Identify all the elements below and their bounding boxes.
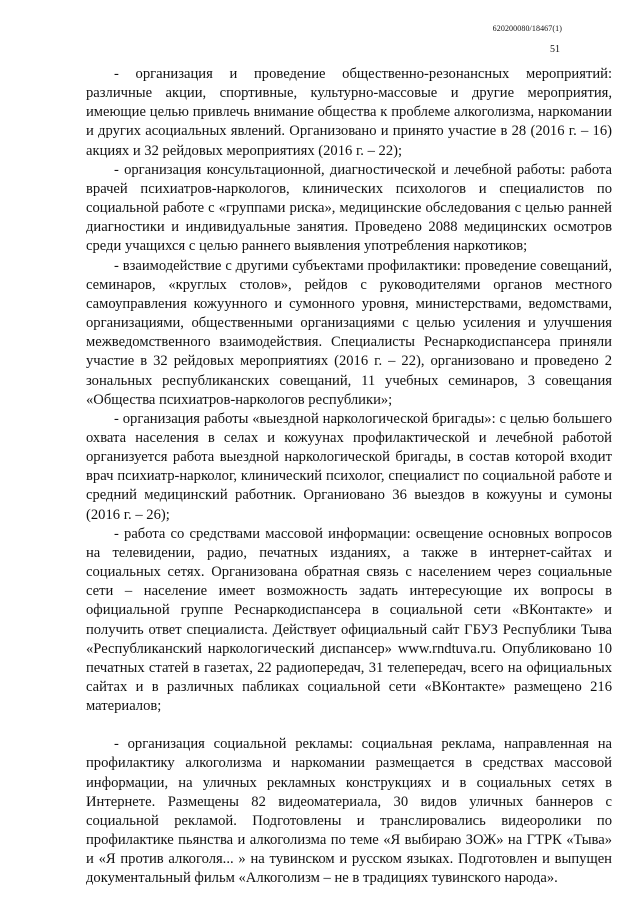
paragraph-mobile-brigade: - организация работы «выездной наркологической бригады»: с целью большего охвата населения в селах и кожуунах профилактической и лечебной работой организуется работа выездной наркологической бригады, в состав которой входит врач психиатр-нарколог, клинический психолог, специалист по социальной работе и средний медицинский работник. Органиовано 36 выездов в кожууны и сумоны (2016 г. – 26); <box>86 410 612 523</box>
paragraph-mass-media: - работа со средствами массовой информации: освещение основных вопросов на телевидении, радио, печатных изданиях, а также в интернет-сайтах и социальных сетях. Организована обратная связь с населением через социальные сети – население имеет возможность задать интересующие их вопросы в официальной группе Реснаркодиспансера в социальной сети «ВКонтакте» и получить ответ специалиста. Действует официальный сайт ГБУЗ Республики Тыва «Республиканский наркологический диспансер» www.rndtuva.ru. Опубликовано 10 печатных статей в газетах, 22 радиопередач, 31 телепередач, всего на официальных сайтах и в различных пабликах социальной сети «ВКонтакте» размещено 216 материалов; <box>86 525 612 715</box>
paragraph-public-events: - организация и проведение общественно-резонансных мероприятий: различные акции, спортивные, культурно-массовые и другие мероприятия, имеющие целью привлечь внимание общества к проблеме алкоголизма, наркомании и других асоциальных явлений. Организовано и принято участие в 28 (2016 г. – 16) акциях и 32 рейдовых мероприятиях (2016 г. – 22); <box>86 66 612 159</box>
paragraph-consultation-work: - организация консультационной, диагностической и лечебной работы: работа врачей психиатров-наркологов, клинических психологов и специалистов по социальной работе с «группами риска», медицинские обследования с целью ранней диагностики и индивидуальные занятия. Проведено 2088 медицинских осмотров среди учащихся с целью раннего выявления употребления наркотиков; <box>86 161 612 255</box>
paragraph-interagency-cooperation: - взаимодействие с другими субъектами профилактики: проведение совещаний, семинаров, «круглых столов», рейдов с руководителями органов местного самоуправления кожуунного и сумонного уровня, министерствами, ведомствами, организациями, общественными организациями с целью усиления и улучшения межведомственного взаимодействия. Специалисты Реснаркодиспансера приняли участие в 32 рейдовых мероприятиях (2016 г. – 22), организовано и проведено 2 зональных республиканских совещаний, 11 учебных семинаров, 3 совещания «Общества психиатров-наркологов республики»; <box>86 257 612 408</box>
document-id: 620200080/18467(1) <box>492 24 562 33</box>
paragraph-social-advertising: - организация социальной рекламы: социальная реклама, направленная на профилактику алкоголизма и наркомании размещается в средствах массовой информации, на уличных рекламных конструкциях и в социальных сетях в Интернете. Размещены 82 видеоматериала, 30 видов уличных баннеров с социальной рекламой. Подготовлены и транслировались видеоролики по профилактике пьянства и алкоголизма по теме «Я выбираю ЗОЖ» на ГТРК «Тыва» и «Я против алкоголя... » на тувинском и русском языках. Подготовлен и выпущен документальный фильм «Алкоголизм – не в традициях тувинского народа». <box>86 736 612 887</box>
page-number: 51 <box>550 44 560 55</box>
document-body <box>86 65 612 889</box>
